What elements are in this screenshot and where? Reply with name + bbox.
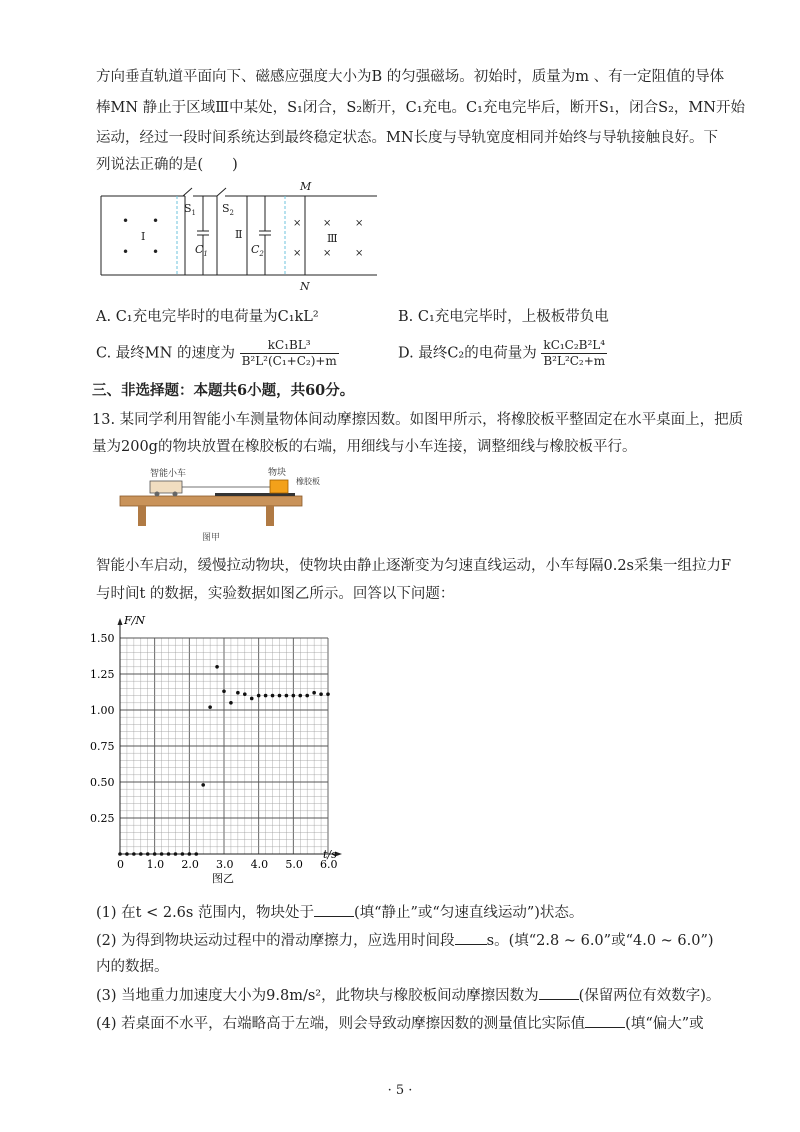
data-point [312,691,316,695]
data-point [174,852,178,856]
label-region-3: Ⅲ [327,232,338,245]
data-point [222,689,226,693]
option-c-fraction: $\frac{\text{kC₁BL³}}{\text{B²L²(C₁+C₂)+m}}$ [241,338,337,368]
question-3: (3) 当地重力加速度大小为9.8m/s²，此物块与橡胶板间动摩擦因数为 (保留两位有效数字)。 [96,985,720,1006]
field-dot: • [152,245,160,259]
chart-f-vs-t [88,612,348,902]
data-point [160,852,164,856]
question-2-cont: 内的数据。 [96,959,169,975]
data-point [285,694,289,698]
data-point [118,852,122,856]
answer-blank-2[interactable] [455,930,487,945]
q13-line-1: 13. 某同学利用智能小车测量物体间动摩擦因数。如图甲所示，将橡胶板平整固定在水平桌面上，把质 [92,412,744,428]
data-point [298,694,302,698]
x-tick-label: 6.0 [320,858,338,871]
plate-label: 橡胶板 [296,477,320,486]
field-dot: • [122,245,130,259]
y-axis-label: F/N [124,614,145,627]
label-S2: $S_2$ [222,202,235,217]
x-tick-label: 4.0 [250,858,269,871]
label-region-1: Ⅰ [141,230,146,243]
data-point [264,694,268,698]
para-line-1: 智能小车启动，缓慢拉动物块，使物块由静止逐渐变为匀速直线运动，小车每隔0.2s采集一组拉力F [96,558,732,574]
intro-line-3: 运动，经过一段时间系统达到最终稳定状态。MN长度与导轨宽度相同并始终与导轨接触良好。下 [96,130,719,146]
question-2: (2) 为得到物块运动过程中的滑动摩擦力，应选用时间段 s。(填“2.8 ~ 6.0”或“4.0 ~ 6.0”) [96,930,714,951]
field-cross: × [293,248,302,259]
x-axis-label: t/s [323,848,337,861]
field-cross: × [323,218,332,229]
question-4: (4) 若桌面不水平，右端略高于左端，则会导致动摩擦因数的测量值比实际值 (填“偏大”或 [96,1013,704,1034]
option-a: A. C₁充电完毕时的电荷量为C₁kL² [96,309,319,325]
data-point [257,694,261,698]
data-point [292,694,296,698]
data-point [181,852,185,856]
para-line-2: 与时间t 的数据，实验数据如图乙所示。回答以下问题： [96,586,455,602]
car-label: 智能小车 [150,469,187,479]
answer-blank-1[interactable] [314,902,354,917]
option-c [96,338,339,369]
label-S1: $S_1$ [184,202,197,217]
option-b: B. C₁充电完毕时，上极板带负电 [398,309,609,325]
data-point [229,701,233,705]
x-tick-label: 5.0 [285,858,303,871]
y-tick-label: 1.25 [90,668,115,681]
field-cross: × [293,218,302,229]
intro-line-1: 方向垂直轨道平面向下、磁感应强度大小为B 的匀强磁场。初始时，质量为m 、有一定阻值的导体 [96,69,725,85]
intro-line-2: 棒MN 静止于区域Ⅲ中某处，S₁闭合，S₂断开，C₁充电。C₁充电完毕后，断开S₁，闭合S₂，MN开始 [96,100,745,116]
x-tick-label: 3.0 [216,858,234,871]
label-C1: $C_1$ [195,243,208,258]
y-tick-label: 0.25 [90,812,115,825]
field-cross: × [355,248,364,259]
x-tick-label: 2.0 [181,858,199,871]
answer-blank-4[interactable] [585,1013,625,1028]
chart-caption: 图乙 [212,872,234,885]
data-point [326,692,330,696]
data-point [305,694,309,698]
y-tick-label: 0.75 [90,740,115,753]
data-point [215,665,219,669]
fig-jia-caption: 图甲 [202,533,221,543]
field-dot: • [122,214,130,228]
data-point [146,852,150,856]
data-point [271,694,275,698]
x-tick-label: 0 [117,858,124,871]
figure-jia [120,462,320,544]
data-point [250,697,254,701]
data-point [125,852,129,856]
field-cross: × [355,218,364,229]
x-tick-label: 1.0 [146,858,165,871]
data-point [188,852,192,856]
data-point [243,692,247,696]
option-c-prefix: C. 最终MN 的速度为 [96,345,235,362]
data-point [194,852,198,856]
data-point [236,691,240,695]
y-tick-label: 0.50 [90,776,115,789]
data-point [132,852,136,856]
data-point [319,692,323,696]
y-tick-label: 1.50 [90,632,115,645]
data-point [153,852,157,856]
data-point [139,852,143,856]
field-dot: • [152,214,160,228]
option-d-prefix: D. 最终C₂的电荷量为 [398,345,537,362]
data-point [167,852,171,856]
option-d [398,338,607,369]
q13-line-2: 量为200g的物块放置在橡胶板的右端，用细线与小车连接，调整细线与橡胶板平行。 [92,439,637,455]
block-label: 物块 [268,468,287,478]
option-d-fraction: $\frac{\text{kC₁C₂B²L⁴}}{\text{B²L²C₂+m}}$ [543,338,606,368]
section-title: 三、非选择题：本题共6小题，共60分。 [92,382,355,399]
label-region-2: Ⅱ [235,228,243,241]
page-number: · 5 · [387,1083,413,1098]
field-cross: × [323,248,332,259]
data-point [208,705,212,709]
data-point [278,694,282,698]
label-M: M [300,180,312,193]
question-1: (1) 在t < 2.6s 范围内，物块处于 (填“静止”或“匀速直线运动”)状态。 [96,902,583,923]
circuit-diagram [95,178,395,296]
y-tick-label: 1.00 [90,704,115,717]
label-N: N [300,280,310,293]
data-point [201,783,205,787]
intro-line-4: 列说法正确的是( ) [96,157,238,173]
label-C2: $C_2$ [251,243,264,258]
answer-blank-3[interactable] [539,985,579,1000]
